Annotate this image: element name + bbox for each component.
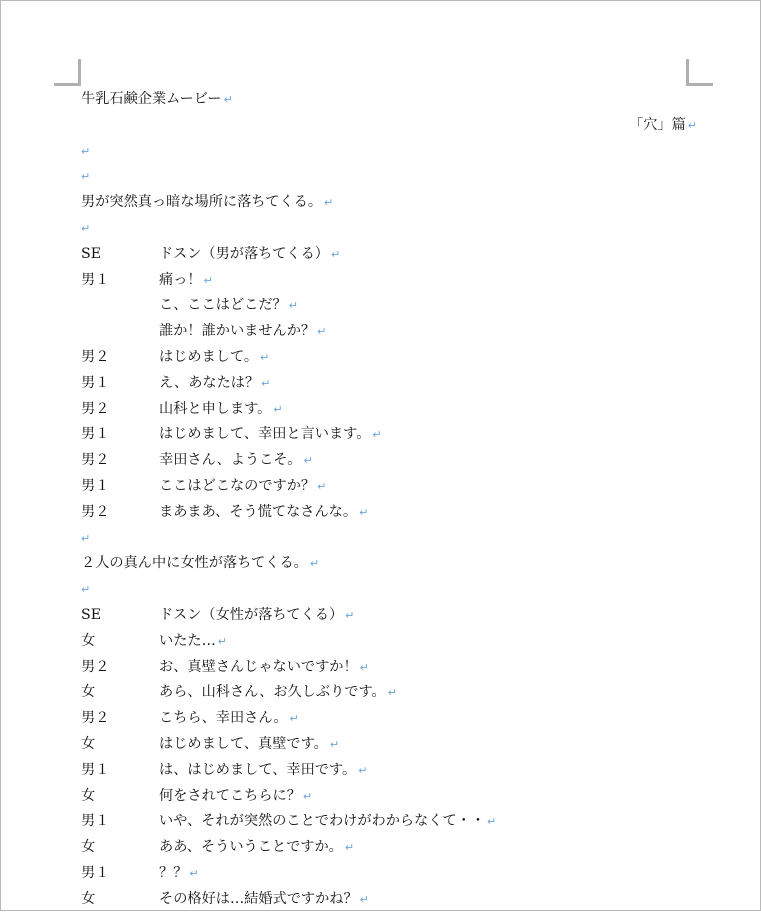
speaker-label: 女 [81, 787, 96, 804]
dialogue-text [159, 680, 397, 706]
paragraph-mark-icon: ↵ [81, 170, 91, 184]
dialogue-text-content: 何をされてこちらに？ [159, 787, 301, 804]
paragraph-mark-icon: ↵ [358, 763, 368, 777]
paragraph-mark-icon: ↵ [345, 608, 355, 622]
speaker-label: 男１ [81, 864, 110, 881]
top-right-margin-marker [686, 59, 713, 86]
paragraph-mark-icon: ↵ [687, 118, 697, 132]
dialogue-text [159, 629, 227, 655]
speaker-label: 男１ [81, 813, 110, 830]
dialogue-text-content: ？？ [159, 864, 188, 881]
dialogue-text-content: はじめまして、真壁です。 [159, 735, 328, 752]
stage-direction [81, 190, 333, 216]
paragraph-mark-icon: ↵ [81, 583, 91, 597]
paragraph-mark-icon: ↵ [302, 789, 313, 803]
speaker-label: 男１ [81, 271, 110, 288]
script-line[interactable] [81, 242, 697, 268]
dialogue-text-content: 痛っ！ [159, 271, 202, 288]
speaker-label: 男１ [81, 374, 110, 391]
dialogue-text-content: はじめまして、幸田と言います。 [159, 426, 371, 443]
script-line[interactable] [81, 603, 697, 629]
dialogue-text-content: ここはどこなのですか？ [159, 477, 316, 494]
script-line[interactable] [81, 139, 697, 165]
dialogue-text [159, 706, 299, 732]
paragraph-mark-icon: ↵ [81, 531, 91, 545]
dialogue-text [159, 655, 369, 681]
empty-paragraph [81, 164, 90, 190]
speaker-label: SE [81, 606, 102, 623]
script-line[interactable] [81, 706, 697, 732]
script-line[interactable] [81, 319, 697, 345]
dialogue-text [159, 448, 313, 474]
empty-paragraph [81, 577, 90, 603]
paragraph-mark-icon: ↵ [317, 479, 327, 493]
dialogue-text-content: こ、ここはどこだ？ [159, 297, 287, 314]
speaker-label: 男１ [81, 426, 110, 443]
script-line[interactable] [81, 577, 697, 603]
paragraph-mark-icon: ↵ [324, 196, 334, 210]
empty-paragraph [81, 526, 90, 552]
dialogue-text [159, 319, 326, 345]
script-line[interactable] [81, 526, 697, 552]
paragraph-mark-icon: ↵ [303, 454, 313, 468]
speaker-label: 女 [81, 735, 96, 752]
script-line[interactable] [81, 500, 697, 526]
paragraph-mark-icon: ↵ [359, 892, 369, 906]
episode-title [629, 117, 697, 133]
speaker-label: 男２ [81, 658, 110, 675]
paragraph-mark-icon: ↵ [260, 350, 270, 364]
script-line[interactable] [81, 190, 697, 216]
paragraph-mark-icon: ↵ [81, 221, 91, 235]
script-line[interactable] [81, 164, 697, 190]
speaker-label: 女 [81, 839, 96, 856]
speaker-label: 男２ [81, 710, 110, 727]
dialogue-text [159, 887, 369, 913]
paragraph-text: 「穴」篇 [629, 116, 686, 133]
script-line[interactable] [81, 371, 697, 397]
dialogue-text-content: こちら、幸田さん。 [159, 710, 288, 727]
script-line[interactable] [81, 629, 697, 655]
dialogue-text [159, 732, 339, 758]
script-line[interactable] [81, 809, 697, 835]
paragraph-mark-icon: ↵ [359, 505, 369, 519]
document-title [81, 87, 233, 113]
dialogue-text-content: まあまあ、そう慌てなさんな。 [159, 503, 358, 520]
script-line[interactable] [81, 861, 697, 887]
dialogue-text [159, 268, 213, 294]
speaker-label: 男２ [81, 452, 110, 469]
speaker-label: 男２ [81, 348, 110, 365]
paragraph-mark-icon: ↵ [217, 634, 227, 648]
paragraph-text: 男が突然真っ暗な場所に落ちてくる。 [81, 194, 323, 211]
script-line[interactable] [81, 448, 697, 474]
dialogue-text-content: ドスン（男が落ちてくる） [159, 245, 329, 262]
dialogue-text-content: え、あなたは？ [159, 374, 260, 391]
dialogue-text-content: 山科と申します。 [159, 400, 272, 417]
script-line[interactable] [81, 887, 697, 913]
dialogue-text [159, 784, 312, 810]
dialogue-text [159, 603, 354, 629]
dialogue-text-content: お、真壁さんじゃないですか！ [159, 658, 358, 675]
paragraph-text: 牛乳石鹸企業ムービー [81, 91, 222, 107]
script-line[interactable] [81, 551, 697, 577]
script-line[interactable] [81, 293, 697, 319]
speaker-label: 女 [81, 632, 96, 649]
paragraph-mark-icon: ↵ [387, 686, 397, 700]
script-line[interactable] [81, 422, 697, 448]
speaker-label: SE [81, 245, 102, 262]
paragraph-mark-icon: ↵ [273, 402, 283, 416]
dialogue-text [159, 371, 270, 397]
paragraph-mark-icon: ↵ [329, 737, 340, 751]
speaker-label: 女 [81, 890, 96, 907]
dialogue-text [159, 345, 269, 371]
top-left-margin-marker [54, 59, 81, 86]
script-line[interactable] [81, 655, 697, 681]
paragraph-mark-icon: ↵ [81, 144, 91, 158]
paragraph-mark-icon: ↵ [344, 841, 355, 855]
paragraph-mark-icon: ↵ [223, 93, 233, 106]
dialogue-text-content: あら、山科さん、お久しぶりです。 [159, 684, 386, 701]
script-line[interactable] [81, 268, 697, 294]
dialogue-text-content: いたた… [159, 632, 216, 649]
dialogue-text [159, 861, 199, 887]
speaker-label: 男２ [81, 503, 110, 520]
dialogue-text [159, 758, 367, 784]
dialogue-text-content: ああ、そういうことですか。 [159, 839, 343, 856]
paragraph-mark-icon: ↵ [261, 376, 271, 390]
paragraph-mark-icon: ↵ [487, 815, 497, 829]
speaker-label: 男１ [81, 477, 110, 494]
dialogue-text [159, 422, 382, 448]
empty-paragraph [81, 139, 90, 165]
speaker-label: 女 [81, 684, 96, 701]
dialogue-text [159, 242, 340, 268]
paragraph-mark-icon: ↵ [317, 325, 327, 339]
paragraph-mark-icon: ↵ [288, 299, 298, 313]
paragraph-text: ２人の真ん中に女性が落ちてくる。 [81, 555, 308, 572]
script-line[interactable] [81, 784, 697, 810]
dialogue-text-content: は、はじめまして、幸田です。 [159, 761, 357, 778]
script-line[interactable] [81, 216, 697, 242]
dialogue-text-content: その格好は…結婚式ですかね？ [159, 890, 358, 907]
dialogue-text [159, 293, 298, 319]
script-line[interactable] [81, 758, 697, 784]
script-line[interactable] [81, 345, 697, 371]
speaker-label: 男２ [81, 400, 110, 417]
dialogue-text [159, 474, 326, 500]
script-line[interactable] [81, 732, 697, 758]
paragraph-mark-icon: ↵ [289, 712, 299, 726]
dialogue-text-content: ドスン（女性が落ちてくる） [159, 606, 344, 623]
paragraph-mark-icon: ↵ [330, 247, 341, 261]
script-line[interactable] [81, 87, 697, 113]
script-line[interactable] [81, 113, 697, 139]
speaker-label: 男１ [81, 761, 110, 778]
dialogue-text [159, 809, 496, 835]
paragraph-mark-icon: ↵ [309, 557, 320, 571]
dialogue-text-content: 幸田さん、ようこそ。 [159, 452, 302, 469]
paragraph-mark-icon: ↵ [359, 660, 369, 674]
paragraph-mark-icon: ↵ [203, 273, 213, 287]
dialogue-text [159, 500, 368, 526]
dialogue-text [159, 835, 354, 861]
dialogue-text-content: いや、それが突然のことでわけがわからなくて・・ [159, 813, 486, 830]
dialogue-text [159, 397, 283, 423]
paragraph-mark-icon: ↵ [189, 866, 199, 880]
document-body[interactable] [81, 87, 697, 913]
dialogue-text-content: 誰か！誰かいませんか？ [159, 323, 316, 340]
empty-paragraph [81, 216, 90, 242]
script-line[interactable] [81, 680, 697, 706]
stage-direction [81, 551, 319, 577]
script-line[interactable] [81, 474, 697, 500]
paragraph-mark-icon: ↵ [372, 428, 382, 442]
script-line[interactable] [81, 835, 697, 861]
script-line[interactable] [81, 397, 697, 423]
dialogue-text-content: はじめまして。 [159, 348, 259, 365]
